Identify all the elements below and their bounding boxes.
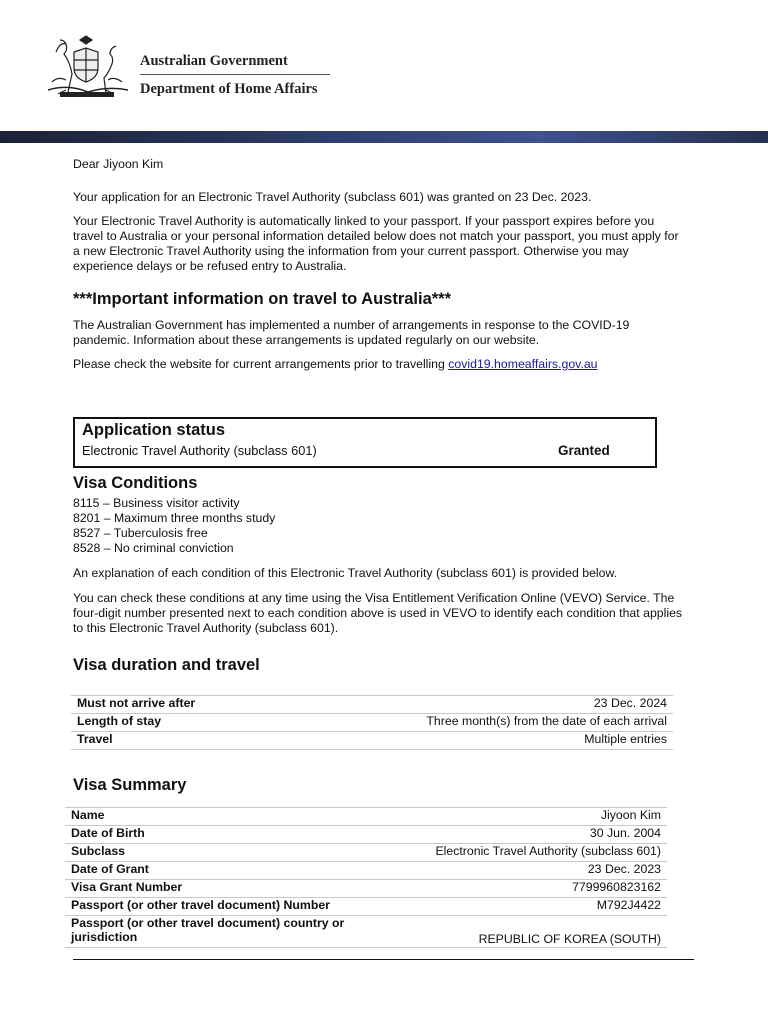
australian-coat-of-arms-icon	[44, 34, 130, 100]
row-label: Date of Birth	[65, 826, 377, 844]
application-status-title: Application status	[82, 421, 226, 439]
row-label: Length of stay	[71, 714, 276, 732]
table-row	[71, 696, 673, 714]
row-value: Electronic Travel Authority (subclass 601)	[377, 844, 667, 862]
condition-item: 8527 – Tuberculosis free	[73, 526, 208, 540]
conditions-explanation: An explanation of each condition of this Electronic Travel Authority (subclass 601) is provided below.	[73, 566, 618, 580]
table-row	[71, 732, 673, 750]
table-row	[65, 898, 667, 916]
status-value: Granted	[558, 443, 610, 458]
header-divider	[140, 74, 330, 75]
letterhead	[44, 34, 344, 104]
condition-item: 8115 – Business visitor activity	[73, 496, 240, 510]
table-row	[65, 880, 667, 898]
row-value: REPUBLIC OF KOREA (SOUTH)	[377, 916, 667, 948]
row-label: Visa Grant Number	[65, 880, 377, 898]
duration-heading: Visa duration and travel	[73, 656, 260, 674]
org-name: Australian Government	[140, 53, 288, 69]
row-label: Passport (or other travel document) Number	[65, 898, 377, 916]
covid-website-link[interactable]: covid19.homeaffairs.gov.au	[448, 357, 598, 371]
visa-summary-table	[65, 807, 667, 948]
row-value: 30 Jun. 2004	[377, 826, 667, 844]
greeting: Dear Jiyoon Kim	[73, 157, 164, 171]
important-heading: ***Important information on travel to Australia***	[73, 290, 452, 308]
important-body: The Australian Government has implemented a number of arrangements in response to the COVID-19 pandemic. Information about these arrangements is updated regularly on our website.	[73, 318, 630, 347]
condition-item: 8201 – Maximum three months study	[73, 511, 276, 525]
row-value: 7799960823162	[377, 880, 667, 898]
row-label: Travel	[71, 732, 276, 750]
row-label: Date of Grant	[65, 862, 377, 880]
row-value: Multiple entries	[276, 732, 673, 750]
row-label: Must not arrive after	[71, 696, 276, 714]
table-row	[65, 916, 667, 948]
table-row	[65, 808, 667, 826]
row-value: M792J4422	[377, 898, 667, 916]
check-website-text	[73, 357, 685, 372]
footer-divider	[73, 959, 694, 960]
application-status-box	[73, 417, 657, 468]
row-value: 23 Dec. 2024	[276, 696, 673, 714]
vevo-text: You can check these conditions at any time using the Visa Entitlement Verification Online (VEVO) Service. The four-digit number presented next to each condition above is used in VEVO to identify each condition that applies to this Electronic Travel Authority (subclass 601).	[73, 591, 683, 635]
table-row	[65, 862, 667, 880]
duration-table	[71, 695, 673, 750]
check-prefix: Please check the website for current arrangements prior to travelling	[73, 357, 449, 371]
row-value: Jiyoon Kim	[377, 808, 667, 826]
row-label: Passport (or other travel document) country or jurisdiction	[65, 916, 377, 948]
table-row	[71, 714, 673, 732]
granted-line: Your application for an Electronic Travel Authority (subclass 601) was granted on 23 Dec. 2023.	[73, 190, 592, 204]
visa-type: Electronic Travel Authority (subclass 601)	[82, 443, 317, 458]
table-row	[65, 844, 667, 862]
row-label: Subclass	[65, 844, 377, 862]
row-label: Name	[65, 808, 377, 826]
visa-conditions-heading: Visa Conditions	[73, 474, 198, 492]
condition-item: 8528 – No criminal conviction	[73, 541, 234, 555]
row-value: 23 Dec. 2023	[377, 862, 667, 880]
visa-summary-heading: Visa Summary	[73, 776, 187, 794]
row-value: Three month(s) from the date of each arrival	[276, 714, 673, 732]
department-name: Department of Home Affairs	[140, 81, 318, 97]
table-row	[65, 826, 667, 844]
linked-passport-text: Your Electronic Travel Authority is automatically linked to your passport. If your passport expires before you travel to Australia or your personal information detailed below does not match your passport, you must apply for a new Electronic Travel Authority using the information from your current passport. Otherwise you may experience delays or be refused entry to Australia.	[73, 214, 679, 273]
header-band	[0, 131, 768, 143]
